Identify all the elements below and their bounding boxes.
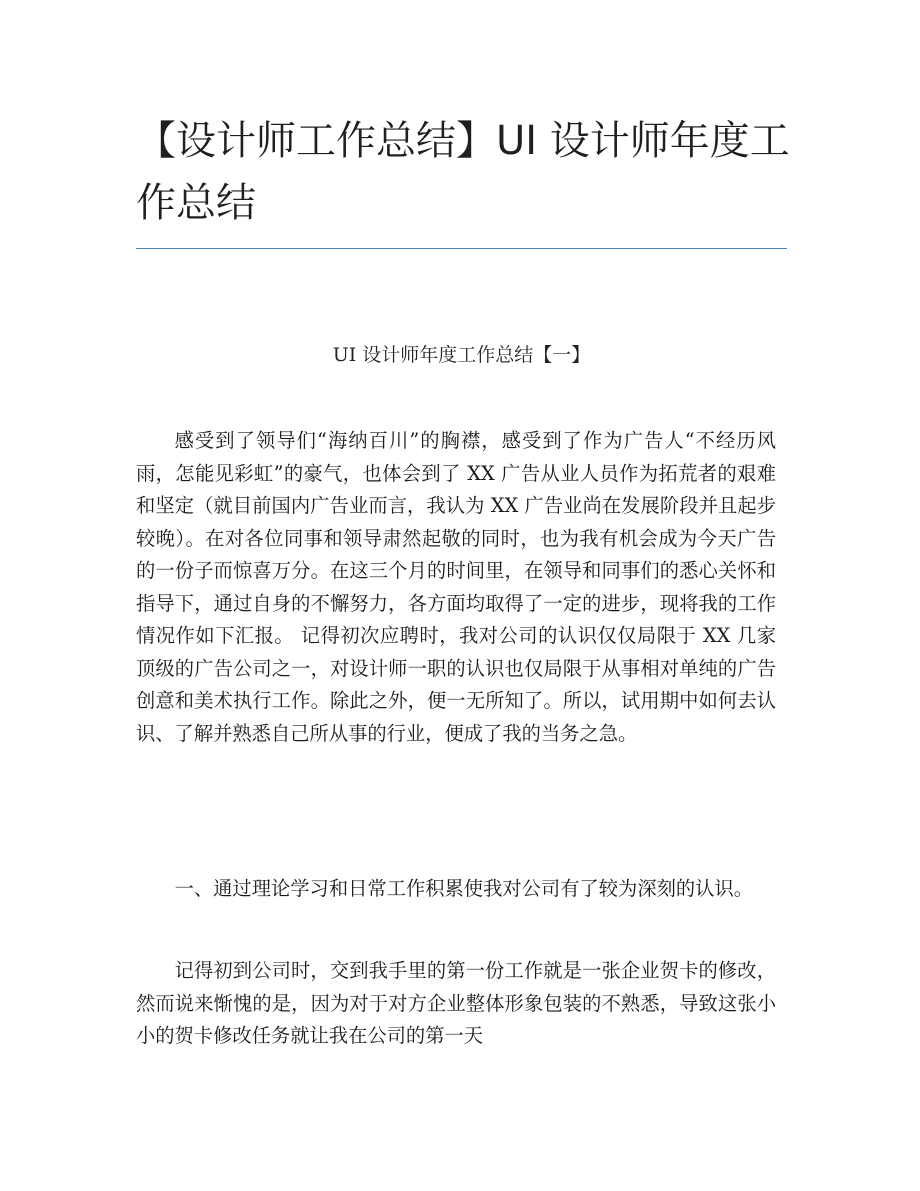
paragraph-text: 一、通过理论学习和日常工作积累使我对公司有了较为深刻的认识。 bbox=[174, 877, 754, 900]
body-paragraph-3 bbox=[136, 955, 776, 1053]
paragraph-text: 记得初到公司时，交到我手里的第一份工作就是一张企业贺卡的修改，然而说来惭愧的是，因为对于对方企业整体形象包装的不熟悉，导致这张小小的贺卡修改任务就让我在公司的第一天 bbox=[136, 959, 776, 1047]
paragraph-text: 感受到了领导们“海纳百川”的胸襟，感受到了作为广告人“不经历风雨，怎能见彩虹”的豪气，也体会到了 XX 广告从业人员作为拓荒者的艰难和坚定（就目前国内广告业而言，我认为 XX 广告业尚在发展阶段并且起步较晚）。在对各位同事和领导肃然起敬的同时，也为我有机会成为今天广告的一份子而惊喜万分。在这三个月的时间里，在领导和同事们的悉心关怀和指导下，通过自身的不懈努力，各方面均取得了一定的进步，现将我的工作情况作如下汇报。 记得初次应聘时，我对公司的认识仅仅局限于 XX 几家顶级的广告公司之一，对设计师一职的认识也仅局限于从事相对单纯的广告创意和美术执行工作。除此之外，便一无所知了。所以，试用期中如何去认识、了解并熟悉自己所从事的行业，便成了我的当务之急。 bbox=[136, 429, 776, 745]
title-divider bbox=[136, 248, 787, 249]
document-title: 【设计师工作总结】UI 设计师年度工作总结 bbox=[136, 118, 790, 226]
body-paragraph-2 bbox=[136, 873, 776, 906]
body-paragraph-1 bbox=[136, 425, 776, 750]
section-heading: UI 设计师年度工作总结【一】 bbox=[332, 344, 591, 366]
